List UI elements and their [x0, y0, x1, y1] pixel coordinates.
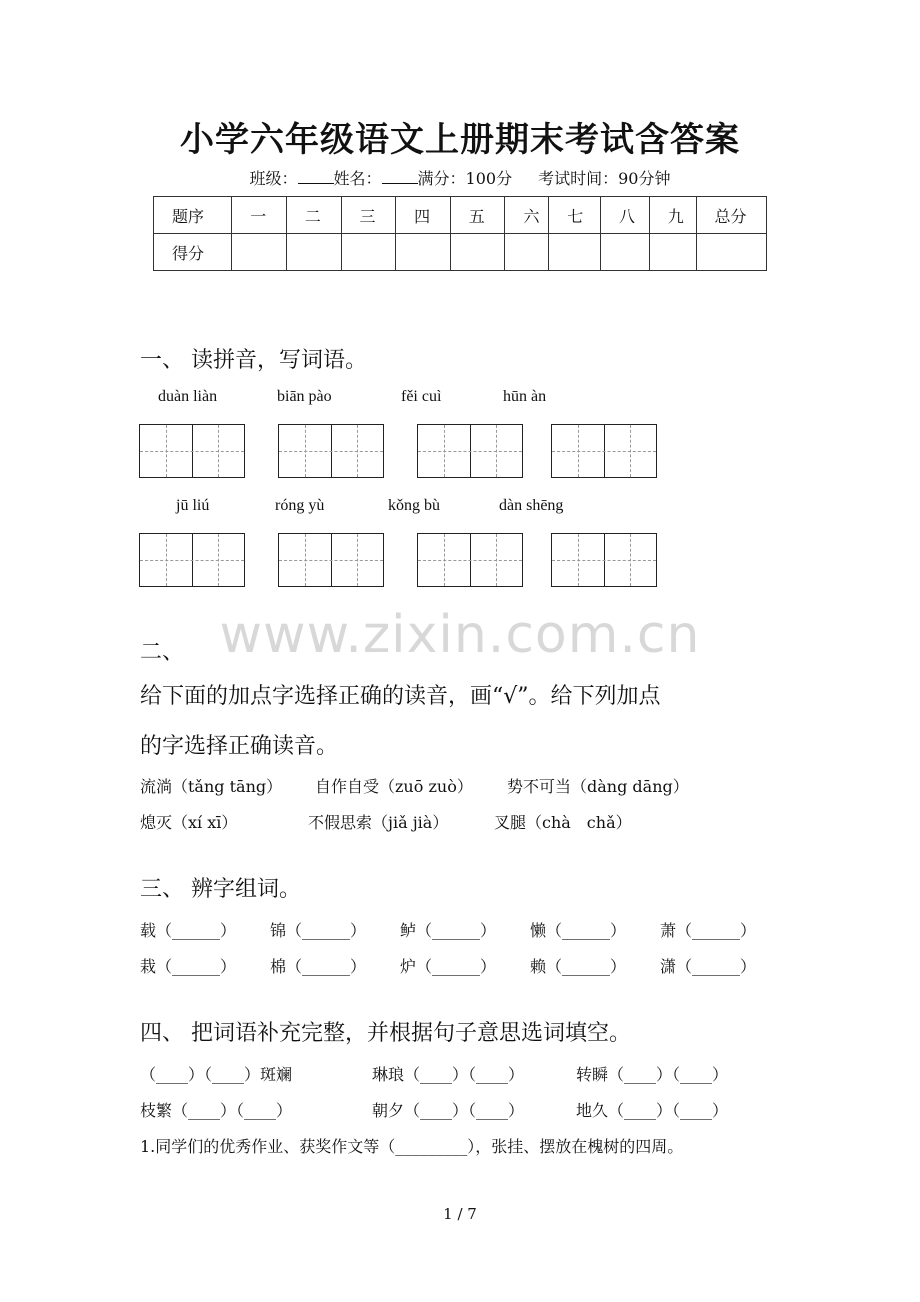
header-cell: 题序 [154, 197, 232, 234]
writing-grid[interactable] [139, 533, 245, 587]
writing-grid[interactable] [417, 424, 523, 478]
writing-grid[interactable] [551, 424, 657, 478]
name-label: 姓名： [333, 169, 382, 188]
reading-item: 熄灭（xí xī） [140, 813, 238, 832]
pinyin-label: duàn liàn [158, 388, 218, 405]
score-cell[interactable] [649, 234, 696, 271]
page-title: 小学六年级语文上册期末考试含答案 [180, 120, 740, 160]
header-cell: 一 [232, 197, 287, 234]
score-cell[interactable] [600, 234, 649, 271]
writing-grid[interactable] [278, 424, 384, 478]
header-cell: 八 [600, 197, 649, 234]
word-item: 锦（______） [270, 921, 367, 940]
pinyin-label: biān pào [277, 388, 332, 405]
section2-instruction: 给下面的加点字选择正确的读音，画“√”。给下列加点 [140, 684, 661, 709]
idiom-item: 琳琅（____）（____） [372, 1065, 525, 1084]
pinyin-label: jū liú [176, 497, 210, 514]
idiom-item: 枝繁（____）（____） [140, 1101, 293, 1120]
section2-instruction: 的字选择正确读音。 [140, 734, 339, 759]
header-cell: 四 [396, 197, 451, 234]
writing-grid[interactable] [278, 533, 384, 587]
row-label: 得分 [154, 234, 232, 271]
score-cell[interactable] [232, 234, 287, 271]
idiom-item: 转瞬（____）（____） [576, 1065, 729, 1084]
writing-grid[interactable] [551, 533, 657, 587]
student-info-line [0, 166, 920, 189]
reading-item: 不假思索（jiǎ jià） [308, 813, 449, 832]
pinyin-label: dàn shēng [499, 497, 564, 514]
page-number: 1 / 7 [443, 1205, 477, 1223]
reading-item: 势不可当（dàng dāng） [507, 777, 689, 796]
class-label: 班级： [249, 169, 298, 188]
header-cell: 七 [549, 197, 601, 234]
score-cell[interactable] [549, 234, 601, 271]
full-score: 满分：100分 [417, 169, 513, 188]
idiom-item: 地久（____）（____） [576, 1101, 729, 1120]
section3-heading: 三、 辨字组词。 [140, 877, 301, 902]
word-item: 赖（______） [530, 957, 627, 976]
section1-heading: 一、 读拼音，写词语。 [140, 348, 367, 373]
score-cell[interactable] [286, 234, 341, 271]
score-table-score-row [154, 234, 767, 271]
name-blank [382, 171, 418, 184]
word-item: 炉（______） [400, 957, 497, 976]
header-cell: 三 [341, 197, 396, 234]
header-cell: 五 [450, 197, 505, 234]
pinyin-label: fěi cuì [401, 388, 442, 405]
exam-time: 考试时间：90分钟 [538, 169, 671, 188]
score-cell[interactable] [696, 234, 766, 271]
score-table-header-row [154, 197, 767, 234]
writing-grid[interactable] [417, 533, 523, 587]
idiom-item: （____）（____）斑斓 [140, 1065, 293, 1084]
idiom-item: 朝夕（____）（____） [372, 1101, 525, 1120]
header-cell: 总分 [696, 197, 766, 234]
word-item: 载（______） [140, 921, 237, 940]
reading-item: 流淌（tǎng tāng） [140, 777, 283, 796]
word-item: 萧（______） [660, 921, 757, 940]
pinyin-label: hūn àn [503, 388, 547, 405]
score-cell[interactable] [396, 234, 451, 271]
reading-item: 自作自受（zuō zuò） [315, 777, 473, 796]
header-cell: 九 [649, 197, 696, 234]
word-item: 栽（______） [140, 957, 237, 976]
reading-item: 叉腿（chà chǎ） [494, 813, 632, 832]
word-item: 潇（______） [660, 957, 757, 976]
watermark: www.zixin.com.cn [219, 605, 701, 665]
score-cell[interactable] [341, 234, 396, 271]
score-cell[interactable] [450, 234, 505, 271]
header-cell: 二 [286, 197, 341, 234]
score-table [153, 196, 767, 271]
section4-heading: 四、 把词语补充完整，并根据句子意思选词填空。 [140, 1021, 631, 1046]
class-blank [298, 171, 334, 184]
pinyin-label: kǒng bù [388, 497, 440, 514]
fill-sentence: 1.同学们的优秀作业、获奖作文等（_________），张挂、摆放在槐树的四周。 [140, 1137, 684, 1156]
word-item: 鲈（______） [400, 921, 497, 940]
writing-grid[interactable] [139, 424, 245, 478]
word-item: 懒（______） [530, 921, 627, 940]
section2-heading: 二、 [140, 640, 185, 665]
word-item: 棉（______） [270, 957, 367, 976]
pinyin-label: róng yù [275, 497, 325, 514]
score-cell[interactable] [505, 234, 549, 271]
header-cell: 六 [505, 197, 549, 234]
